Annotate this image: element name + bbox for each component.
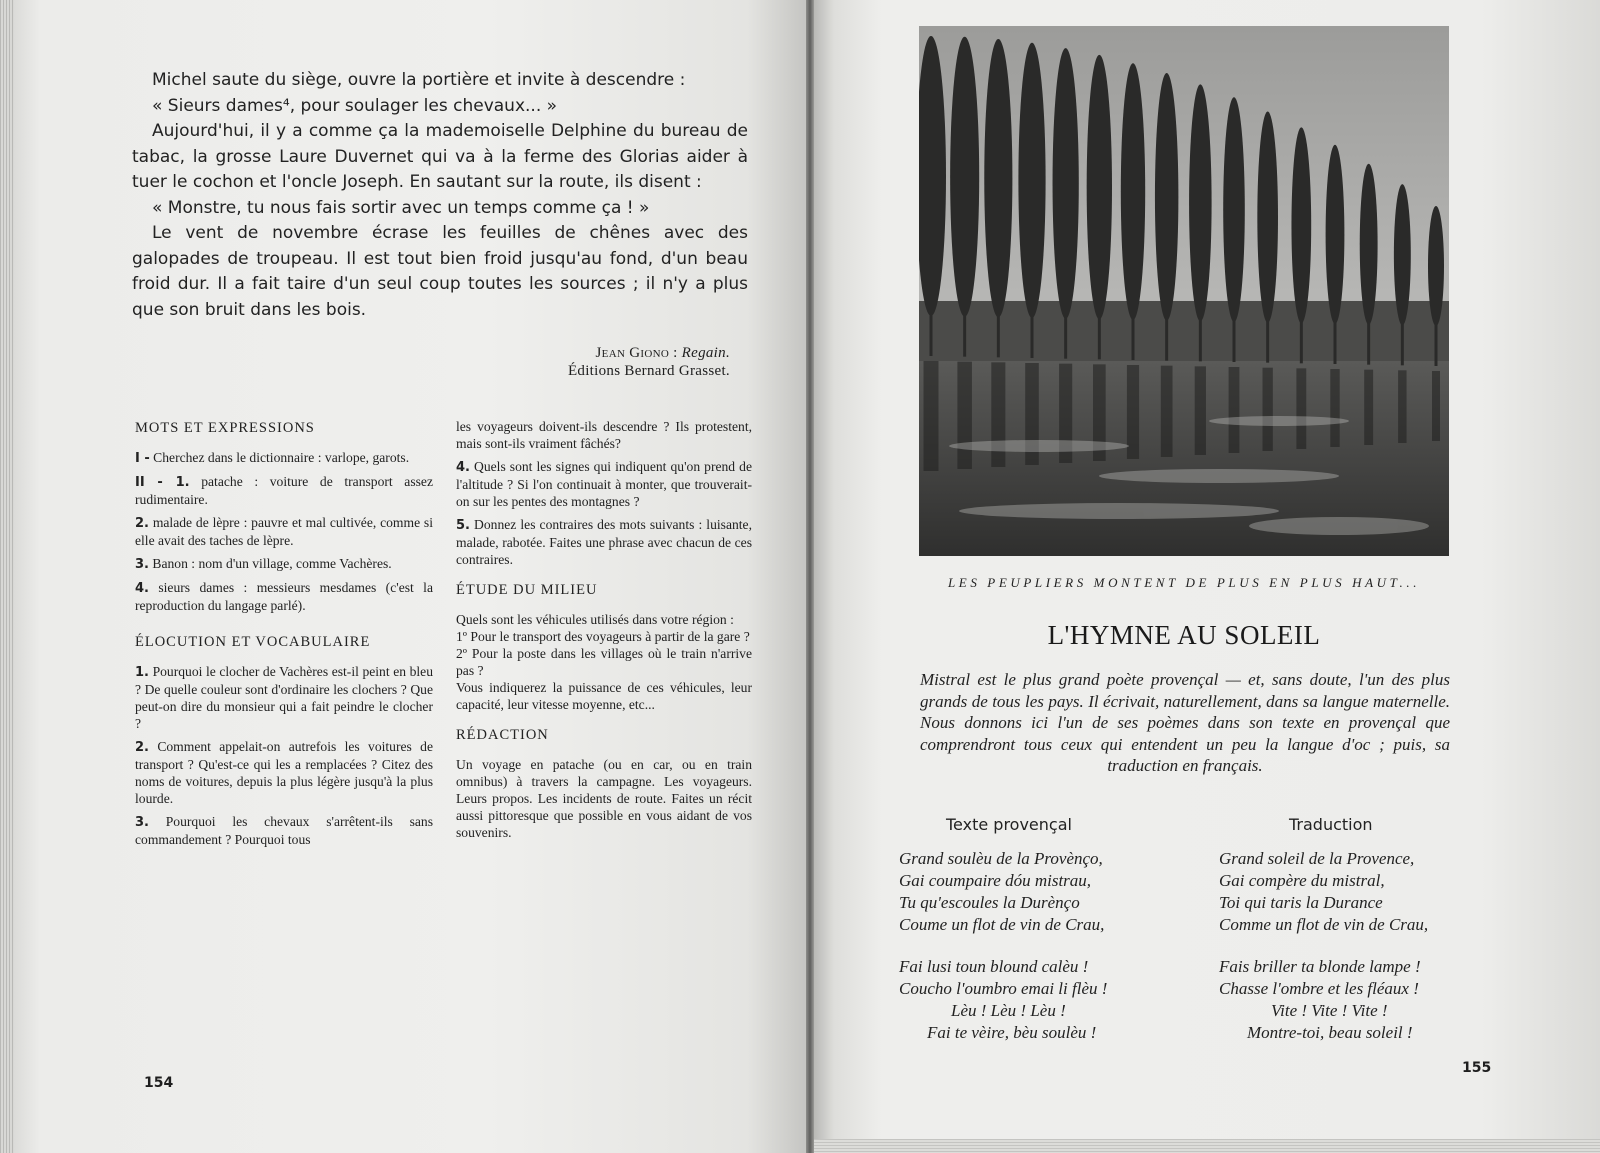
page-edge (0, 0, 14, 1153)
poplar-reflection (1364, 370, 1373, 445)
item-text: Banon : nom d'un village, comme Vachères. (152, 556, 392, 571)
poem-line: Fai lusi toun blound calèu ! (899, 957, 1089, 976)
poplar-crown (1257, 112, 1278, 323)
poplar-crown (1326, 145, 1345, 324)
exercise-item (135, 473, 433, 508)
continuation-text: les voyageurs doivent-ils descendre ? Ils protestent, mais sont-ils vraiment fâchés? (456, 419, 752, 451)
poplar-crown (1053, 48, 1079, 319)
excerpt-paragraph: Le vent de novembre écrase les feuilles de chênes avec des galopades de troupeau. Il est tout bien froid jusqu'au fond, d'un beau froid dur. Il a fait taire d'un seul coup toutes les sources ; il n'y a plus que son bruit dans les bois. (132, 223, 748, 320)
poplar-illustration (919, 26, 1449, 556)
item-text: Pourquoi le clocher de Vachères est-il peint en bleu ? De quelle couleur sont d'ordinaire les clochers ? Que peut-on dire du monsieur qui a fait peindre le clocher ? (135, 664, 433, 731)
poplar-reflection (1296, 368, 1306, 449)
source-credit (420, 344, 730, 380)
poem-line: Grand soulèu de la Provènço, (899, 849, 1103, 868)
item-text: malade de lèpre : pauvre et mal cultivée, comme si elle avait des taches de lèpre. (135, 515, 433, 548)
poplar-reflection (957, 362, 972, 469)
exercise-item (135, 738, 433, 807)
poplar-crown (1018, 43, 1045, 318)
credit-author: Jean Giono : (595, 345, 678, 361)
poplar-trunk (1233, 317, 1236, 362)
poem-line: Coume un flot de vin de Crau, (899, 915, 1105, 934)
item-text: Cherchez dans le dictionnaire : varlope, garots. (153, 450, 410, 465)
excerpt-paragraph: « Sieurs dames⁴, pour soulager les chevaux... » (152, 95, 558, 116)
poplar-trunk (1031, 313, 1034, 358)
translation-heading: Traduction (1289, 815, 1373, 834)
item-number: 5. (456, 518, 470, 533)
etude-line: 2º Pour la poste dans les villages où le train n'arrive pas ? (456, 646, 752, 678)
poem-title: L'HYMNE AU SOLEIL (1047, 620, 1321, 650)
item-number: 3. (135, 557, 149, 572)
item-text: patache : voiture de transport assez rudimentaire. (135, 474, 433, 507)
poplar-trunk (1401, 320, 1404, 365)
poplar-reflection (1263, 368, 1273, 451)
item-number: 2. (135, 740, 149, 755)
page-edge-bottom (812, 1139, 1600, 1153)
exercise-item (135, 663, 433, 732)
poplar-crown (1121, 63, 1145, 320)
exercise-item (456, 458, 752, 510)
poplar-crown (1155, 73, 1178, 321)
exercise-item (135, 579, 433, 614)
poem-line: Gai compère du mistral, (1219, 871, 1385, 890)
poplar-reflection (1161, 366, 1173, 457)
exercise-item (135, 813, 433, 848)
exercise-item (135, 555, 433, 573)
poplar-trunk (1367, 320, 1370, 365)
provencal-heading: Texte provençal (946, 815, 1072, 834)
page-number-left: 154 (144, 1075, 174, 1091)
item-number: 4. (135, 581, 149, 596)
poem-line: Gai coumpaire dóu mistrau, (899, 871, 1092, 890)
poem-line: Lèu ! Lèu ! Lèu ! (951, 1001, 1066, 1020)
poplar-crown (1394, 184, 1411, 325)
poplar-reflection (1195, 366, 1206, 455)
poplar-trunk (1098, 314, 1101, 359)
item-text: Quels sont les signes qui indiquent qu'on prend de l'altitude ? Si l'on continuait à monter, que trouverait-on sur les pentes des montagnes ? (456, 459, 752, 509)
poplar-crown (1223, 97, 1245, 322)
poplar-photo (919, 26, 1449, 556)
item-number: 3. (135, 815, 149, 830)
redaction-text: Un voyage en patache (ou en car, ou en train omnibus) à travers la campagne. Les voyageurs. Leurs propos. Les incidents de route. Faites un récit aussi pittoresque que possible en vous aidant de vos souvenirs. (456, 757, 752, 840)
poplar-trunk (1165, 316, 1168, 361)
item-text: Donnez les contraires des mots suivants : luisante, malade, rabotée. Faites une phrase avec chacun de ces contraires. (456, 517, 752, 567)
etude-line: 1º Pour le transport des voyageurs à partir de la gare ? (456, 629, 750, 644)
poplar-trunk (1300, 318, 1303, 363)
item-number: II - 1. (135, 475, 190, 490)
etude-line: Vous indiquerez la puissance de ces véhicules, leur capacité, leur vitesse moyenne, etc... (456, 680, 752, 712)
credit-publisher: Éditions Bernard Grasset. (567, 363, 730, 379)
poplar-reflection (1229, 367, 1240, 453)
poplar-reflection (1432, 371, 1440, 441)
section-heading-mots: MOTS ET EXPRESSIONS (135, 420, 315, 436)
item-number: I - (135, 451, 150, 466)
poem-intro: Mistral est le plus grand poète provençal — et, sans doute, l'un des plus grands de tous les pays. Il écrivait, naturellement, dans sa langue maternelle. Nous donnons ici l'un de ses poèmes dans son texte en provençal que comprendront tous ceux qui entendent un peu la langue d'oc ; puis, sa traduction en français. (920, 670, 1450, 775)
poplar-reflection (1127, 365, 1139, 459)
poplar-trunk (1132, 315, 1135, 360)
poem-line: Tu qu'escoules la Durènço (899, 893, 1080, 912)
item-number: 1. (135, 665, 149, 680)
poplar-crown (950, 37, 979, 317)
section-heading-redaction: RÉDACTION (456, 727, 549, 743)
book-gutter (806, 0, 814, 1153)
credit-work: Regain. (681, 345, 730, 361)
poplar-crown (1189, 84, 1212, 321)
poem-line: Chasse l'ombre et les fléaux ! (1219, 979, 1419, 998)
poplar-reflection (1398, 370, 1406, 443)
poplar-reflection (924, 361, 939, 471)
exercise-item (135, 449, 433, 467)
exercise-item (456, 516, 752, 568)
poem-line: Comme un flot de vin de Crau, (1219, 915, 1429, 934)
page-number-right: 155 (1462, 1060, 1492, 1076)
poem-line: Vite ! Vite ! Vite ! (1271, 1001, 1388, 1020)
item-number: 2. (135, 516, 149, 531)
poplar-trunk (1266, 318, 1269, 363)
poplar-crown (984, 39, 1012, 317)
poem-line: Fais briller ta blonde lampe ! (1219, 957, 1421, 976)
exercise-column-2 (456, 418, 752, 847)
poplar-reflection (1330, 369, 1339, 447)
excerpt-paragraph: Aujourd'hui, il y a comme ça la mademoiselle Delphine du bureau de tabac, la grosse Laure Duvernet qui va à la ferme des Glorias aider à tuer le cochon et l'oncle Joseph. En sautant sur la route, ils disent : (132, 121, 748, 192)
poem-line: Coucho l'oumbro emai li flèu ! (899, 979, 1108, 998)
section-heading-etude: ÉTUDE DU MILIEU (456, 582, 598, 598)
excerpt-paragraph: « Monstre, tu nous fais sortir avec un temps comme ça ! » (152, 197, 650, 218)
poplar-trunk (997, 312, 1000, 357)
poplar-trunk (1334, 319, 1337, 364)
exercise-column-1 (135, 420, 433, 854)
poplar-crown (1087, 55, 1112, 319)
exercise-item (135, 514, 433, 549)
excerpt-paragraph: Michel saute du siège, ouvre la portière et invite à descendre : (152, 70, 686, 90)
poplar-crown (1428, 206, 1444, 326)
poplar-trunk (1199, 316, 1202, 361)
poplar-trunk (1435, 321, 1438, 366)
section-heading-elocution: ÉLOCUTION ET VOCABULAIRE (135, 634, 371, 650)
poem-line: Montre-toi, beau soleil ! (1247, 1023, 1413, 1042)
translation-poem (1219, 848, 1428, 1044)
poplar-trunk (963, 312, 966, 357)
poplar-crown (1360, 164, 1378, 325)
excerpt (132, 68, 748, 323)
item-text: sieurs dames : messieurs mesdames (c'est la reproduction du langage parlé). (135, 580, 433, 613)
poem-line: Toi qui taris la Durance (1219, 893, 1383, 912)
photo-caption: LES PEUPLIERS MONTENT DE PLUS EN PLUS HAUT... (947, 575, 1421, 590)
etude-line: Quels sont les véhicules utilisés dans votre région : (456, 612, 734, 627)
item-text: Pourquoi les chevaux s'arrêtent-ils sans commandement ? Pourquoi tous (135, 814, 433, 847)
poem-line: Fai te vèire, bèu soulèu ! (927, 1023, 1097, 1042)
provencal-poem (899, 848, 1107, 1044)
poplar-trunk (1064, 314, 1067, 359)
poem-line: Grand soleil de la Provence, (1219, 849, 1415, 868)
item-text: Comment appelait-on autrefois les voitures de transport ? Qu'est-ce qui les a remplacées ? Citez des noms de voitures, depuis la plus légère jusqu'à la plus lourde. (135, 739, 433, 806)
poplar-trunk (930, 311, 933, 356)
poplar-crown (1291, 127, 1311, 323)
item-number: 4. (456, 460, 470, 475)
